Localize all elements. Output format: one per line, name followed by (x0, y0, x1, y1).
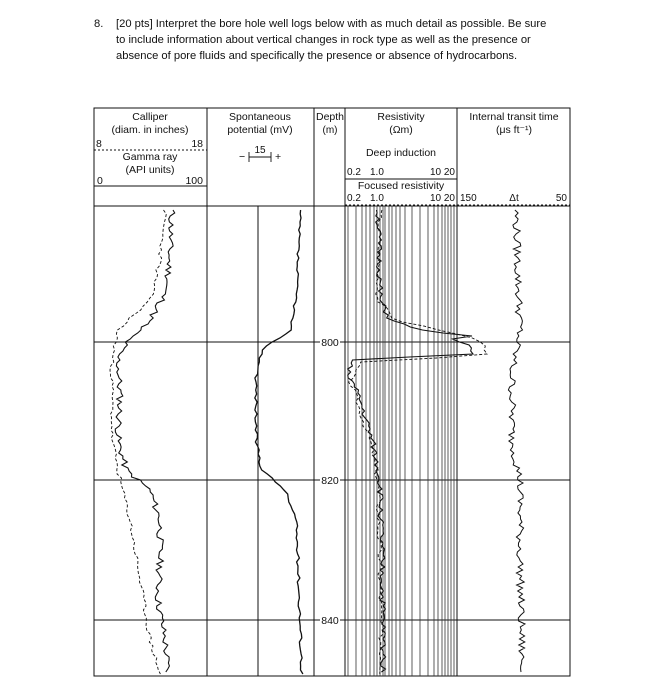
calliper-min: 8 (96, 138, 102, 150)
track-calliper-gamma-frame (94, 108, 207, 676)
focused-resistivity-curve (349, 210, 487, 674)
focused-label: Focused resistivity (357, 180, 445, 192)
question-line-2: to include information about vertical changes in rock type as well as the presence or (116, 34, 531, 46)
gamma-max: 100 (185, 175, 203, 187)
gamma-units: (API units) (125, 164, 175, 176)
depth-title: Depth (315, 111, 345, 123)
gamma-ray-curve (115, 210, 174, 672)
transit-units: (μs ft⁻¹) (495, 124, 533, 136)
sp-title: Spontaneous (229, 111, 291, 123)
transit-symbol: Δt (509, 193, 519, 204)
sp-scale-value: 15 (254, 145, 266, 156)
calliper-max: 18 (191, 138, 203, 150)
track-sp-frame (207, 108, 314, 676)
depth-units: (m) (322, 125, 338, 136)
resistivity-log-grid (348, 206, 454, 676)
calliper-units: (diam. in inches) (111, 124, 189, 136)
resistivity-units: (Ωm) (389, 124, 413, 136)
sp-curve (255, 210, 303, 674)
sp-minus: − (239, 151, 246, 163)
deep-tick-2: 10 20 (429, 167, 455, 178)
sp-units: potential (mV) (227, 124, 293, 136)
transit-right: 50 (555, 193, 567, 204)
question-number: 8. (94, 18, 104, 30)
deep-induction-label: Deep induction (365, 147, 437, 159)
question-line-3: absence of pore fluids and specifically the presence or absence of hydrocarbons. (116, 50, 518, 62)
focused-tick-1: 1.0 (370, 193, 384, 204)
deep-tick-0: 0.2 (347, 167, 361, 178)
depth-label-820: 820 (321, 475, 339, 487)
transit-left: 150 (460, 193, 477, 204)
track-depth-frame (314, 108, 345, 676)
gamma-title: Gamma ray (122, 151, 178, 163)
focused-tick-0: 0.2 (347, 193, 361, 204)
gamma-min: 0 (97, 175, 103, 187)
transit-title: Internal transit time (469, 111, 559, 123)
depth-label-840: 840 (321, 615, 339, 627)
resistivity-title: Resistivity (377, 111, 425, 123)
transit-time-curve (508, 210, 525, 672)
focused-tick-2: 10 20 (429, 193, 455, 204)
question-line-1: [20 pts] Interpret the bore hole well logs below with as much detail as possible. Be sure (116, 18, 547, 30)
depth-label-800: 800 (321, 337, 339, 349)
sp-plus: + (275, 151, 282, 163)
calliper-title: Calliper (132, 111, 168, 123)
deep-tick-1: 1.0 (370, 167, 384, 178)
